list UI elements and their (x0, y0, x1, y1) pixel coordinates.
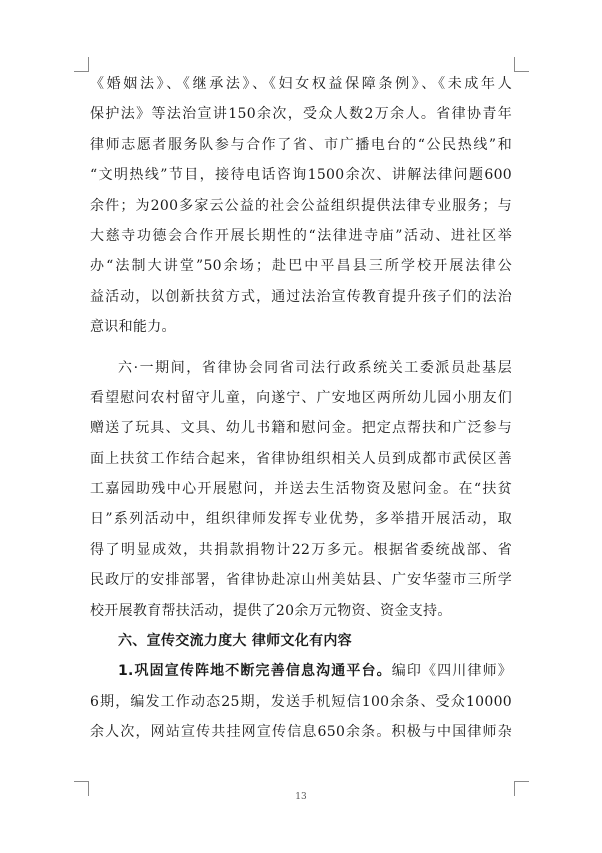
text-line: 余件；为200多家云公益的社会公益组织提供法律专业服务；与 (90, 197, 512, 214)
text-line: 面上扶贫工作结合起来，省律协组织相关人员到成都市武侯区善 (90, 450, 512, 467)
text-line: 《婚姻法》、《继承法》、《妇女权益保障条例》、《未成年人 (90, 76, 512, 92)
text-line: 得了明显成效，共捐款捐物计22万多元。根据省委统战部、省 (90, 541, 512, 558)
text-line: 看望慰问农村留守儿童，向遂宁、广安地区两所幼儿园小朋友们 (90, 389, 512, 406)
text-line: 保护法》等法治宣讲150余次，受众人数2万余人。省律协青年 (90, 106, 512, 123)
text-line: 赠送了玩具、文具、幼儿书籍和慰问金。把定点帮扶和广泛参与 (90, 420, 512, 437)
text-line: 工嘉园助残中心开展慰问，并送去生活物资及慰问金。在“扶贫 (90, 481, 512, 498)
paragraph-3 (90, 656, 512, 747)
text-line: 日”系列活动中，组织律师发挥专业优势，多举措开展活动，取 (90, 511, 512, 528)
document-body (90, 69, 512, 748)
text-line: 六·一期间，省律协会同省司法行政系统关工委派员赴基层 (118, 359, 512, 376)
text-line: 意识和能力。 (90, 319, 176, 336)
bold-lead: 1.巩固宣传阵地不断完善信息沟通平台。 (118, 663, 392, 680)
text-line: 大慈寺功德会合作开展长期性的“法律进寺庙”活动、进社区举 (90, 227, 512, 244)
paragraph-1 (90, 69, 512, 343)
crop-mark-top-right (514, 57, 529, 72)
text-line: 律师志愿者服务队参与合作了省、市广播电台的“公民热线”和 (90, 136, 512, 153)
text-line: 余人次，网站宣传共挂网宣传信息650余条。积极与中国律师杂 (90, 724, 512, 741)
page-number: 13 (295, 792, 307, 802)
text-line: 办“法制大讲堂”50余场；赴巴中平昌县三所学校开展法律公 (90, 258, 512, 275)
crop-mark-top-left (74, 57, 89, 72)
text-line: 民政厅的安排部署，省律协赴凉山州美姑县、广安华蓥市三所学 (90, 572, 512, 589)
text-line: “文明热线”节目，接待电话咨询1500余次、讲解法律问题600 (90, 167, 512, 184)
text-line: 益活动，以创新扶贫方式，通过法治宣传教育提升孩子们的法治 (90, 288, 512, 305)
text-line: 校开展教育帮扶活动，提供了20余万元物资、资金支持。 (90, 602, 452, 619)
text-line (90, 656, 512, 686)
section-heading: 六、宣传交流力度大 律师文化有内容 (118, 633, 352, 650)
lead-rest: 编印《四川律师》 (391, 663, 512, 680)
paragraph-2 (90, 353, 512, 627)
text-line: 6期，编发工作动态25期，发送手机短信100余条、受众10000 (90, 693, 512, 710)
